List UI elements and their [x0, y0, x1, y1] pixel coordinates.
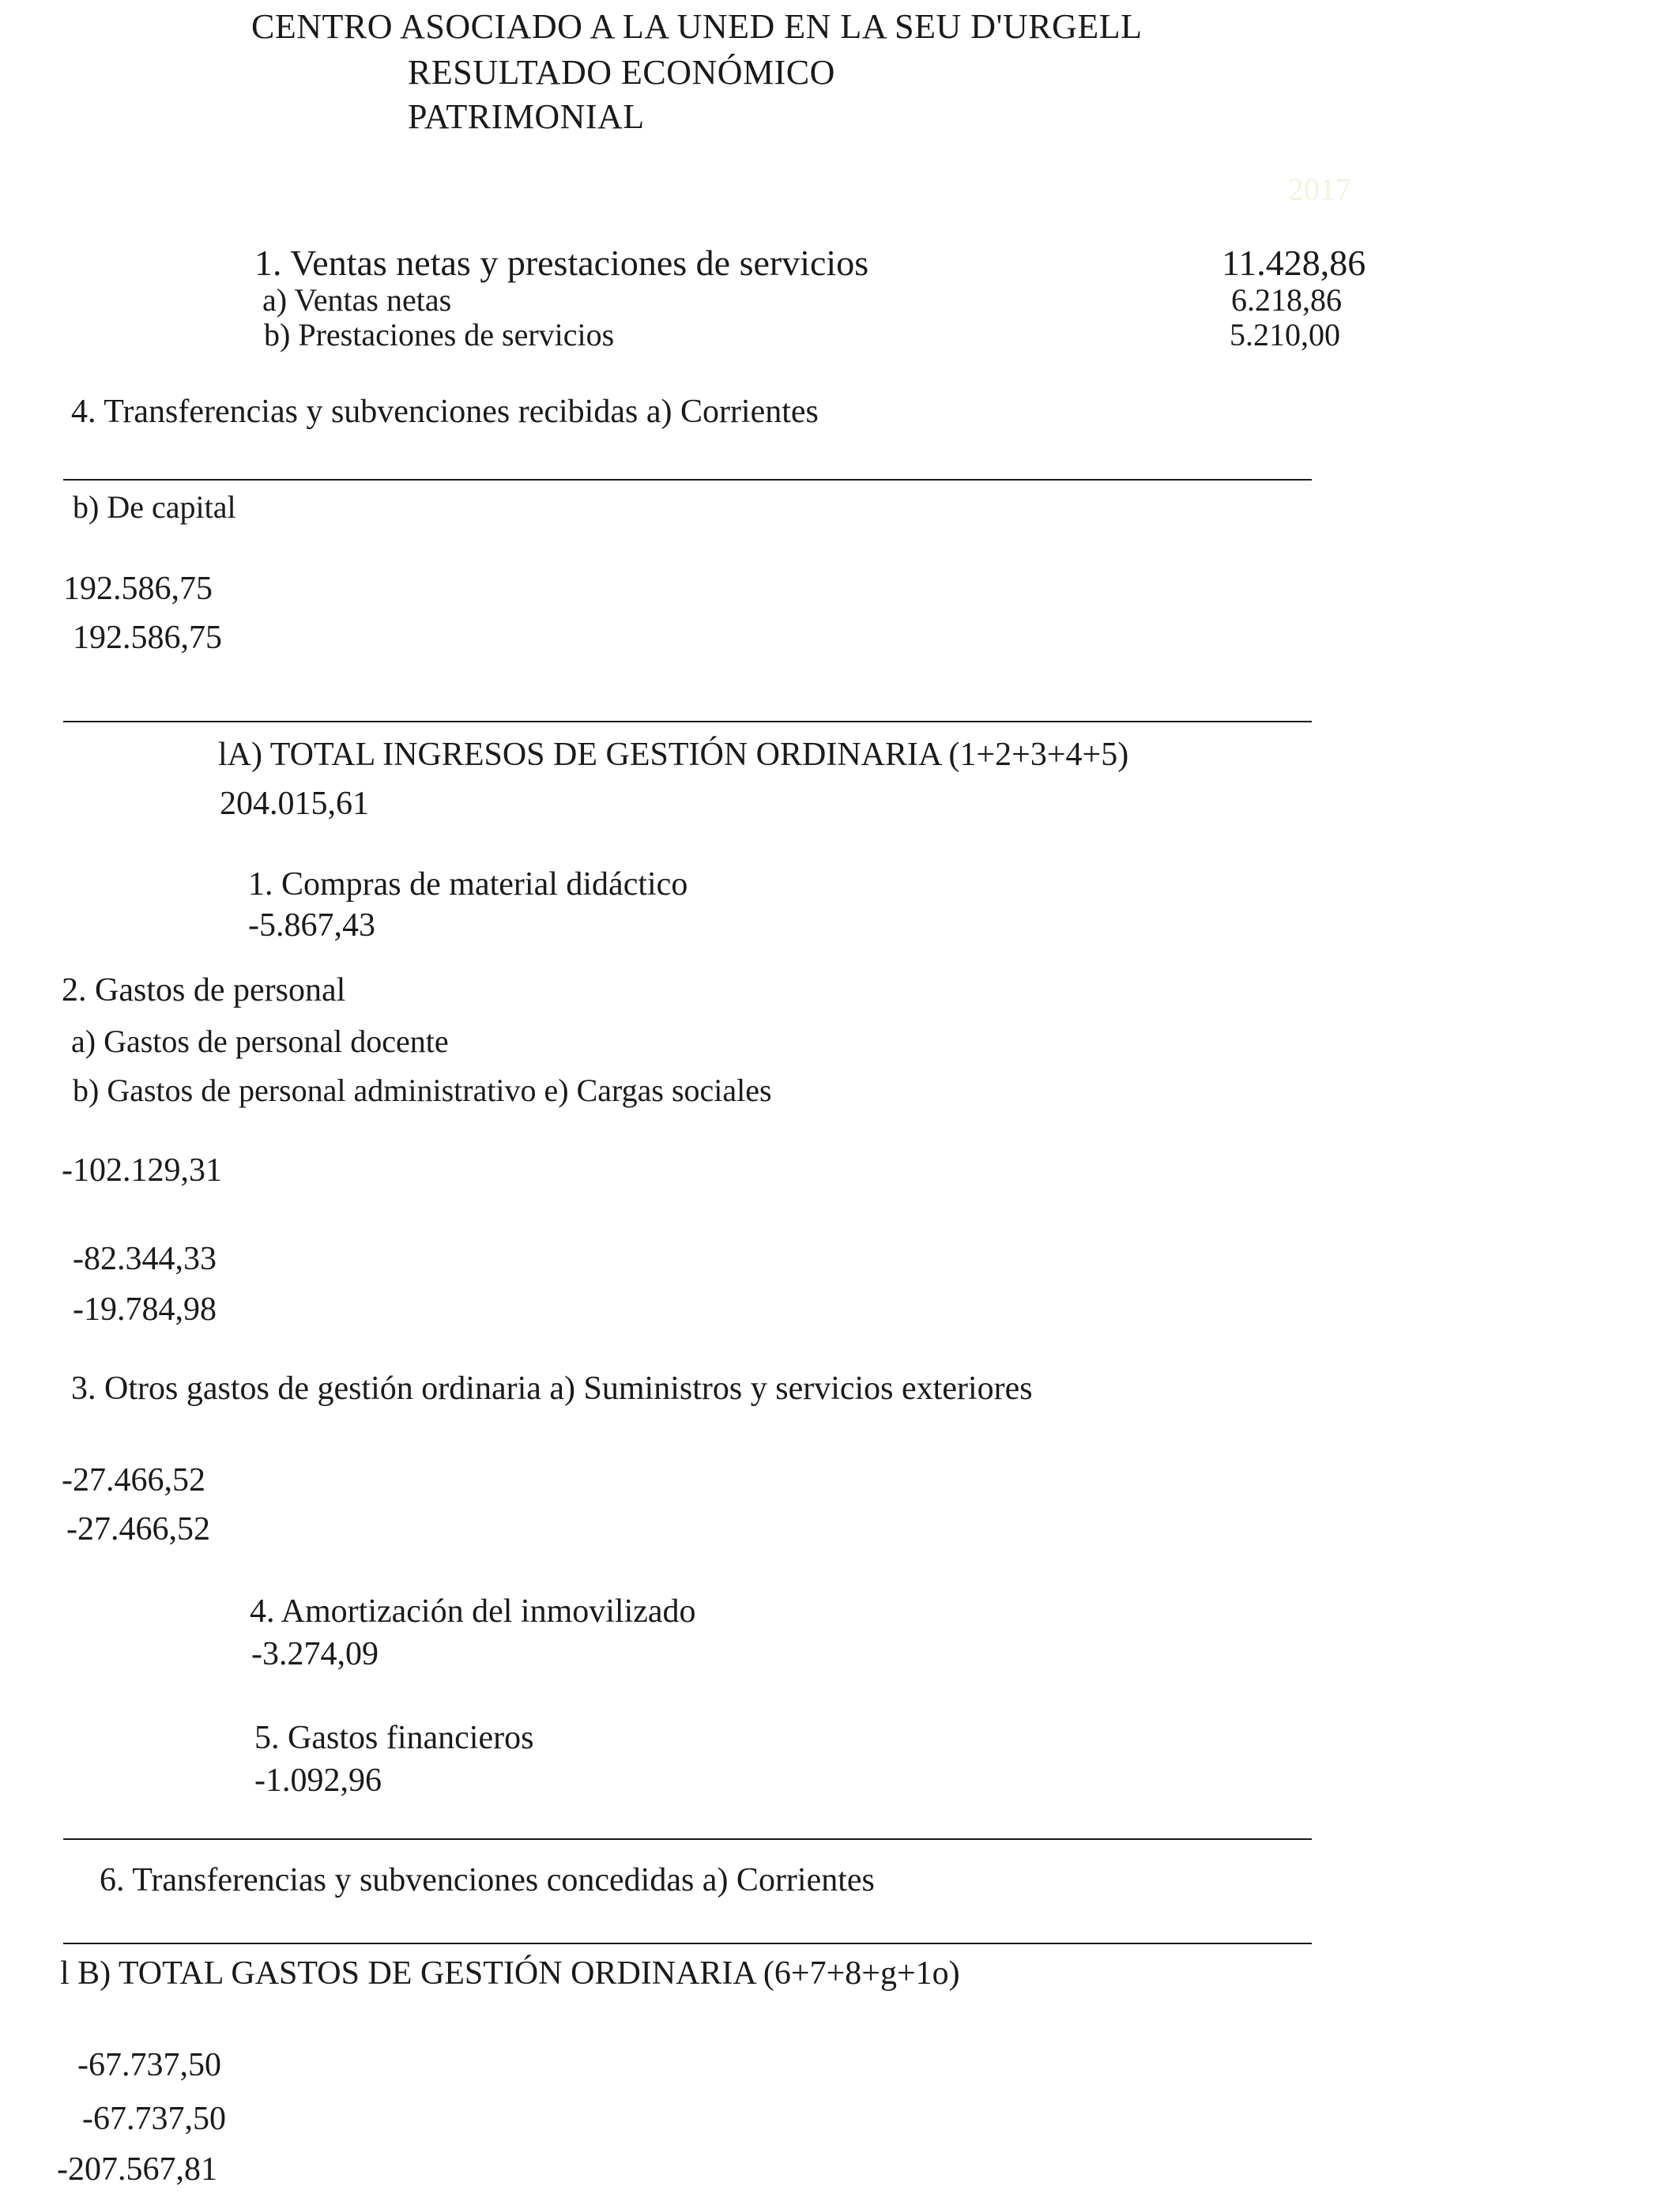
sales-label: 1. Ventas netas y prestaciones de servicios: [254, 243, 869, 283]
report-title-line2: PATRIMONIAL: [408, 97, 645, 136]
services-value: 5.210,00: [1230, 317, 1340, 352]
purchases-label: 1. Compras de material didáctico: [248, 866, 688, 903]
sales-value: 11.428,86: [1222, 243, 1366, 283]
financial-expenses-label: 5. Gastos financieros: [254, 1720, 534, 1756]
net-sales-value: 6.218,86: [1231, 282, 1342, 318]
divider: [63, 721, 1312, 722]
teaching-staff-value: -82.344,33: [73, 1241, 217, 1277]
total-income-label: lA) TOTAL INGRESOS DE GESTIÓN ORDINARIA (1+2+3+4+5): [218, 737, 1129, 773]
year-label: 2017: [1288, 172, 1351, 207]
transfers-granted-label: 6. Transferencias y subvenciones concedidas a) Corrientes: [100, 1862, 875, 1898]
divider: [63, 1943, 1312, 1944]
capital-label: b) De capital: [73, 489, 236, 525]
transfers-received-value: 192.586,75: [63, 571, 213, 607]
services-label: b) Prestaciones de servicios: [264, 317, 615, 352]
admin-staff-value: -19.784,98: [73, 1291, 217, 1328]
transfers-received-label: 4. Transferencias y subvenciones recibidas a) Corrientes: [71, 394, 819, 430]
total-expenses-value: -207.567,81: [57, 2151, 217, 2188]
personnel-value: -102.129,31: [62, 1152, 222, 1189]
transfers-granted-value: -67.737,50: [77, 2047, 221, 2083]
amortization-value: -3.274,09: [251, 1636, 379, 1672]
transfers-granted-current-value: -67.737,50: [82, 2101, 226, 2137]
center-title: CENTRO ASOCIADO A LA UNED EN LA SEU D'URGELL: [251, 7, 1143, 46]
total-income-value: 204.015,61: [220, 786, 369, 822]
divider: [63, 1838, 1312, 1840]
teaching-staff-label: a) Gastos de personal docente: [71, 1023, 449, 1059]
other-expenses-label: 3. Otros gastos de gestión ordinaria a) Suministros y servicios exteriores: [71, 1370, 1033, 1407]
admin-staff-label: b) Gastos de personal administrativo e) Cargas sociales: [73, 1072, 772, 1108]
report-title-line1: RESULTADO ECONÓMICO: [408, 53, 835, 92]
personnel-label: 2. Gastos de personal: [62, 972, 346, 1008]
transfers-current-value: 192.586,75: [73, 620, 222, 656]
net-sales-label: a) Ventas netas: [262, 282, 452, 318]
supplies-value: -27.466,52: [66, 1511, 210, 1547]
financial-expenses-value: -1.092,96: [254, 1762, 382, 1799]
amortization-label: 4. Amortización del inmovilizado: [250, 1593, 696, 1630]
purchases-value: -5.867,43: [248, 907, 375, 944]
divider: [63, 479, 1312, 481]
total-expenses-label: l B) TOTAL GASTOS DE GESTIÓN ORDINARIA (6+7+8+g+1o): [60, 1955, 960, 1992]
other-expenses-value: -27.466,52: [62, 1462, 205, 1498]
